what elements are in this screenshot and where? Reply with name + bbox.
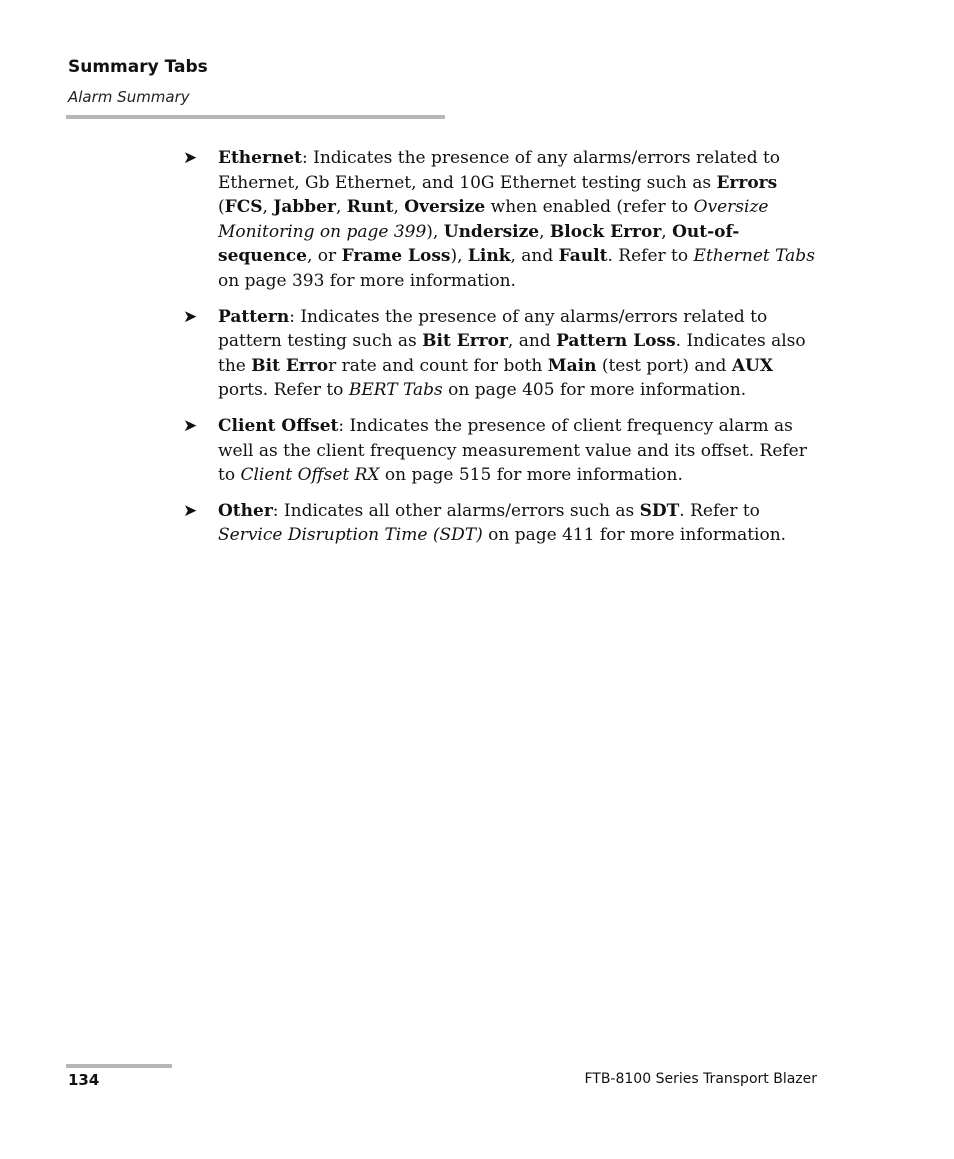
text: . Refer to bbox=[607, 246, 694, 267]
term: SDT bbox=[639, 500, 680, 521]
cross-reference-link[interactable]: Ethernet Tabs bbox=[693, 246, 815, 267]
cross-reference-link[interactable]: BERT Tabs bbox=[348, 380, 443, 401]
term: Block Error bbox=[549, 221, 662, 242]
arrow-bullet-icon: ➤ bbox=[183, 306, 198, 327]
term: Pattern bbox=[218, 306, 290, 327]
term: Errors bbox=[716, 172, 778, 193]
text: when enabled (refer to bbox=[485, 197, 694, 218]
term: FCS bbox=[224, 197, 263, 218]
text: , and bbox=[507, 331, 557, 352]
text: , bbox=[262, 197, 274, 218]
text: . Indicates also the bbox=[218, 331, 806, 376]
text: on page 405 for more information. bbox=[442, 380, 747, 401]
term: Other bbox=[218, 500, 273, 521]
text: , or bbox=[306, 246, 342, 267]
text: : Indicates all other alarms/errors such as bbox=[272, 500, 640, 521]
text: , bbox=[539, 221, 550, 242]
text: , bbox=[335, 197, 347, 218]
term: Pattern Loss bbox=[556, 331, 676, 352]
text: on page 393 for more information. bbox=[218, 270, 516, 291]
page-number: 134 bbox=[68, 1071, 100, 1089]
term: Frame Loss bbox=[341, 246, 451, 267]
text: r rate and count for both bbox=[328, 355, 548, 376]
term: Main bbox=[547, 355, 597, 376]
text: , bbox=[393, 197, 405, 218]
term: Fault bbox=[558, 246, 608, 267]
term: AUX bbox=[731, 355, 774, 376]
term: Out-of-sequence bbox=[218, 221, 740, 267]
footer-divider bbox=[66, 1064, 172, 1068]
text: . Refer to bbox=[679, 500, 760, 521]
text: , and bbox=[510, 246, 559, 267]
term: Oversize bbox=[404, 197, 486, 218]
text: : Indicates the presence of any alarms/errors related to pattern testing such as bbox=[218, 306, 768, 352]
cross-reference-link[interactable]: Oversize Monitoring on page 399 bbox=[218, 197, 769, 242]
term: Ethernet bbox=[218, 148, 302, 168]
text: on page 515 for more information. bbox=[379, 465, 683, 486]
section-title: Summary Tabs bbox=[68, 57, 208, 77]
arrow-bullet-icon: ➤ bbox=[183, 148, 198, 168]
text: (test port) and bbox=[596, 355, 732, 376]
document-title: FTB-8100 Series Transport Blazer bbox=[584, 1071, 817, 1087]
text: : Indicates the presence of client frequency alarm as well as the client frequency measurement value and its offset. Refer to bbox=[218, 415, 807, 486]
text: ( bbox=[218, 197, 225, 218]
term: Runt bbox=[346, 197, 394, 218]
term: Link bbox=[467, 246, 511, 267]
bullet-list bbox=[183, 146, 823, 559]
term: Bit Error bbox=[422, 331, 508, 352]
text: on page 411 for more information. bbox=[482, 525, 787, 546]
term: Bit Erro bbox=[251, 355, 329, 376]
list-item-pattern bbox=[183, 305, 823, 403]
section-subtitle: Alarm Summary bbox=[68, 88, 190, 106]
text: ports. Refer to bbox=[218, 380, 349, 401]
term: Undersize bbox=[443, 221, 540, 242]
text: : Indicates the presence of any alarms/errors related to Ethernet, Gb Ethernet, and 10G Ethernet testing such as bbox=[218, 148, 781, 193]
text: ), bbox=[426, 221, 444, 242]
text: , bbox=[661, 221, 673, 242]
term: Jabber bbox=[273, 197, 336, 218]
cross-reference-link[interactable]: Service Disruption Time (SDT) bbox=[218, 525, 483, 546]
list-item-ethernet bbox=[183, 146, 823, 294]
list-item-other bbox=[183, 499, 823, 548]
term: Client Offset bbox=[218, 415, 339, 436]
arrow-bullet-icon: ➤ bbox=[183, 415, 198, 436]
list-item-client-offset bbox=[183, 414, 823, 488]
cross-reference-link[interactable]: Client Offset RX bbox=[240, 465, 380, 486]
header-divider bbox=[66, 115, 445, 119]
arrow-bullet-icon: ➤ bbox=[183, 500, 198, 521]
text: ), bbox=[450, 246, 468, 267]
